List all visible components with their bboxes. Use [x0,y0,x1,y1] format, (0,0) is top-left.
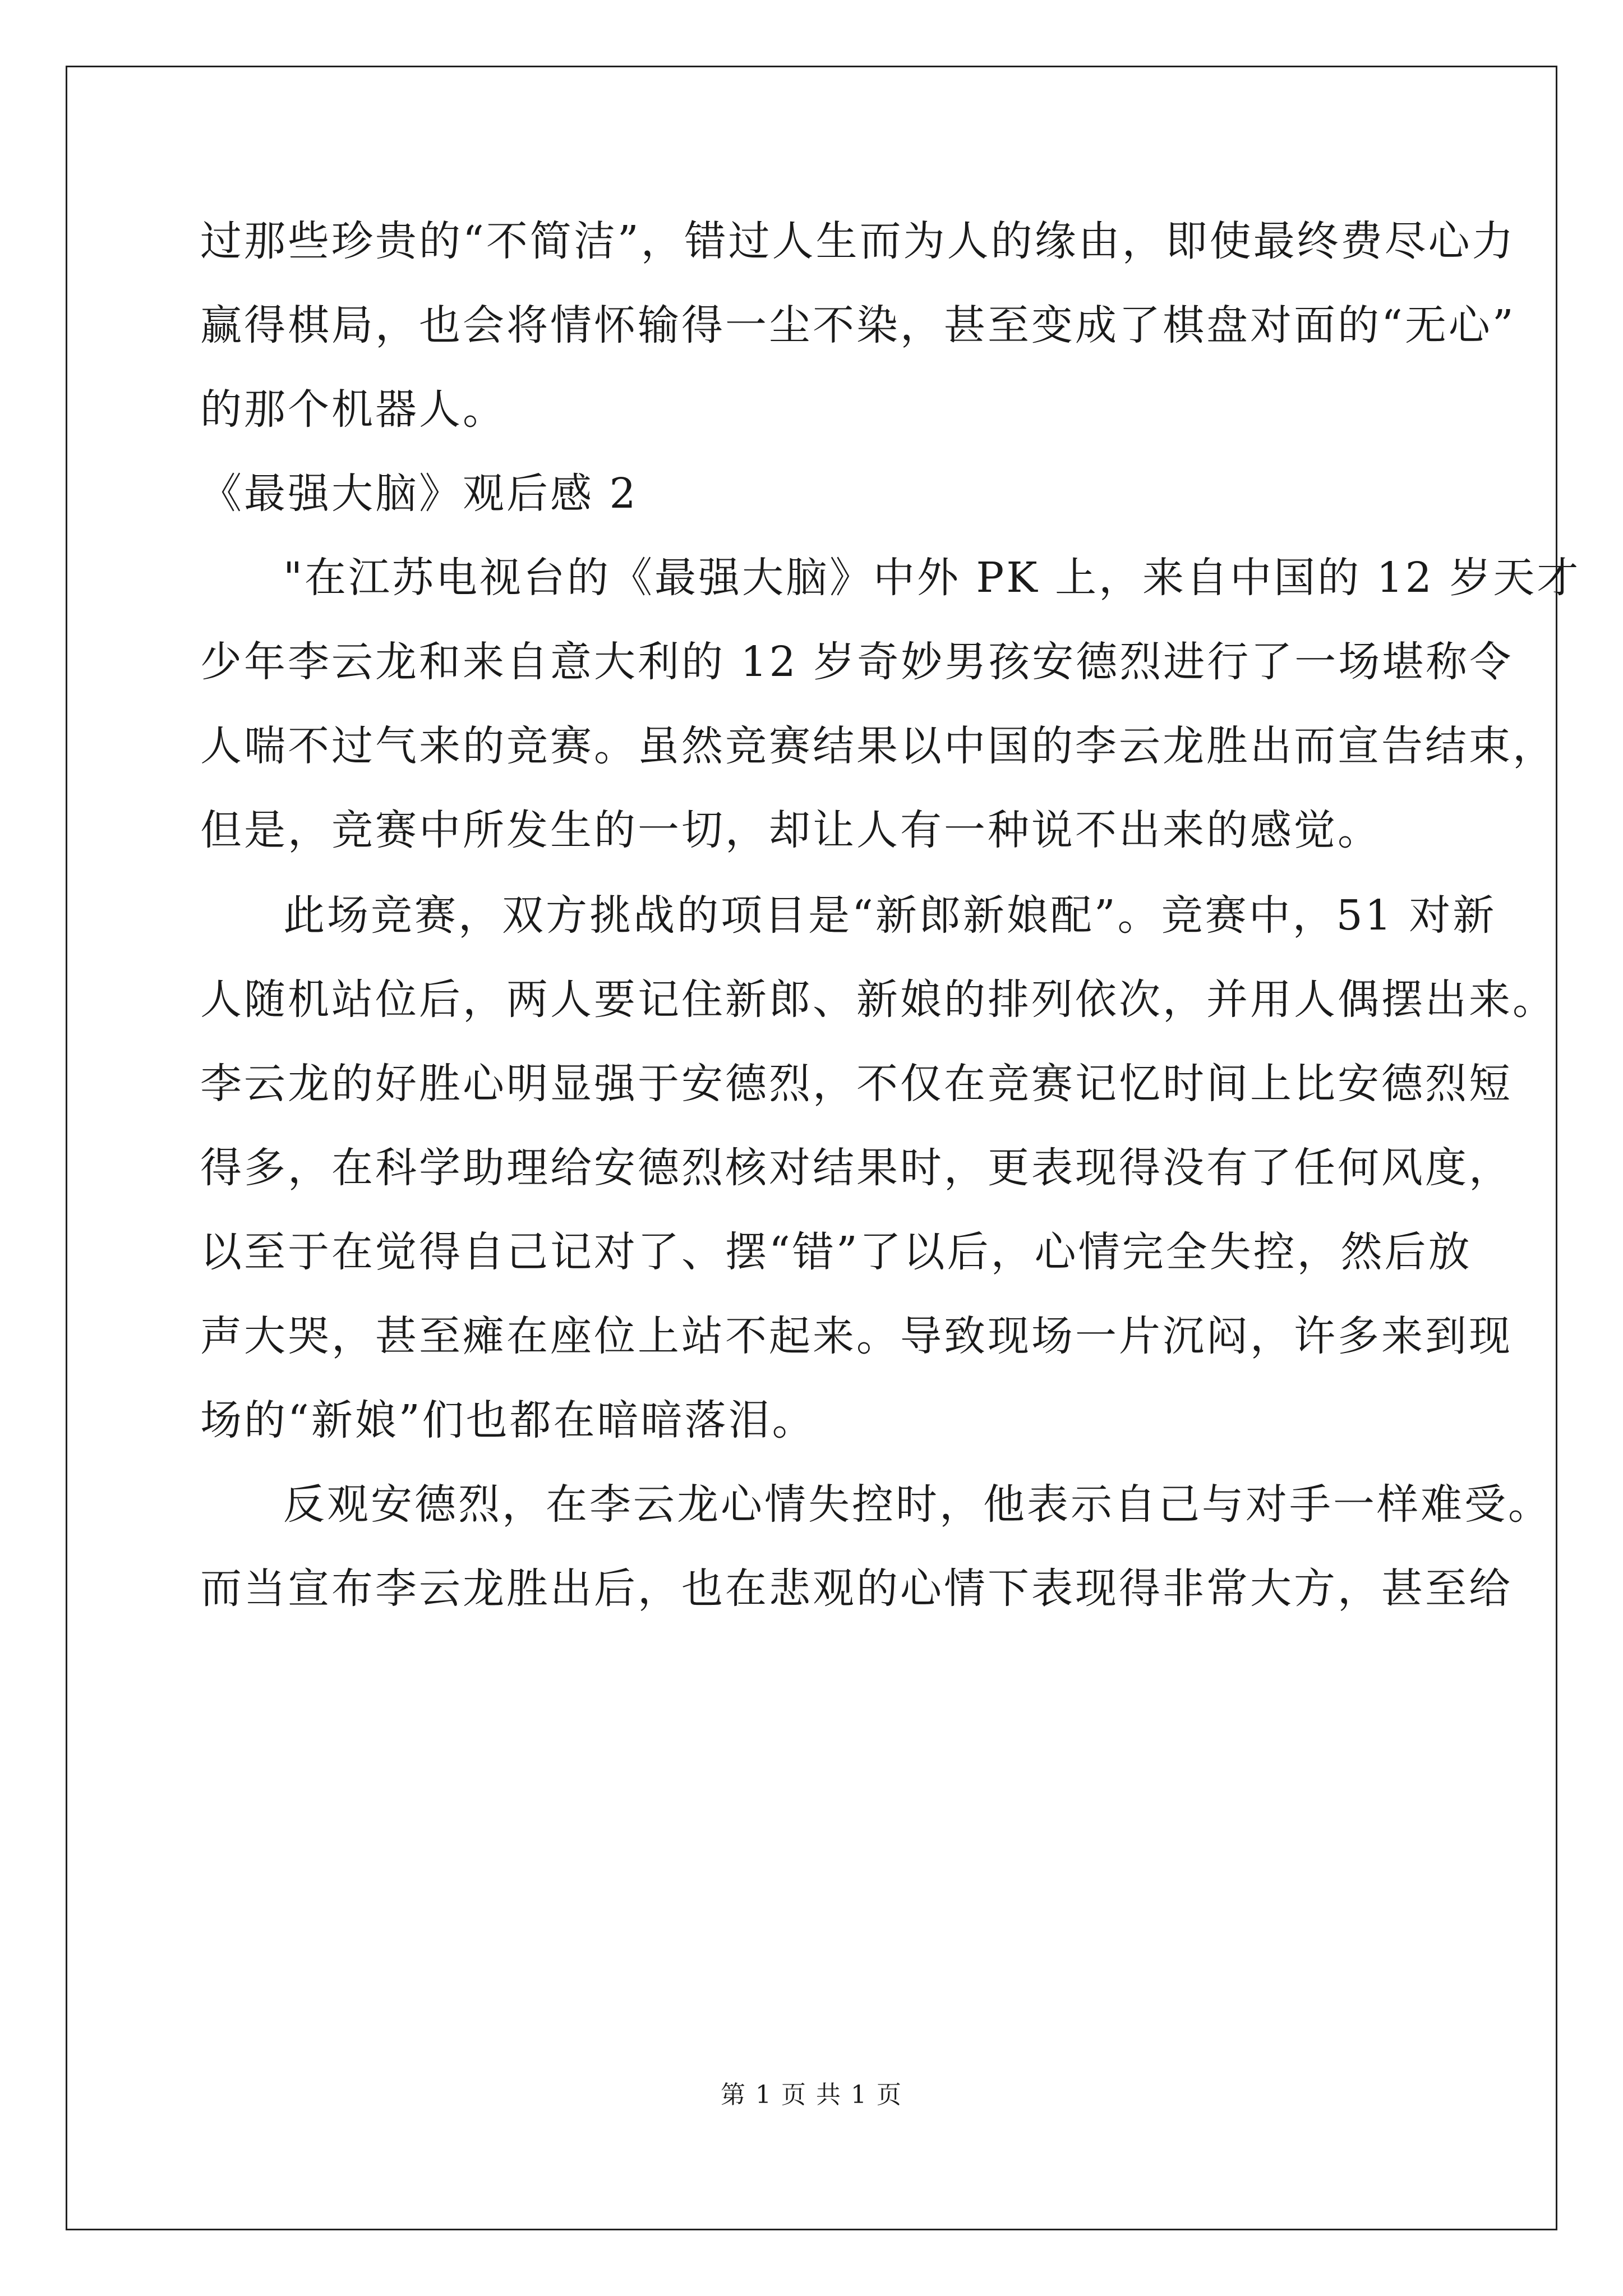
text-line: 少年李云龙和来自意大利的 12 岁奇妙男孩安德烈进行了一场堪称令 [200,638,1514,686]
page-number-footer: 第 1 页 共 1 页 [721,2081,902,2109]
text-line: 场的“新娘”们也都在暗暗落泪。 [200,1396,816,1444]
text-line: 但是，竞赛中所发生的一切，却让人有一种说不出来的感觉。 [200,806,1381,854]
section-heading: 《最强大脑》观后感 2 [200,470,638,518]
text-line: 李云龙的好胜心明显强于安德烈，不仅在竞赛记忆时间上比安德烈短 [200,1060,1513,1108]
text-line: 人喘不过气来的竞赛。虽然竞赛结果以中国的李云龙胜出而宣告结束， [200,722,1556,770]
text-line: 赢得棋局，也会将情怀输得一尘不染，甚至变成了棋盘对面的“无心” [200,301,1516,349]
text-line: 人随机站位后，两人要记住新郎、新娘的排列依次，并用人偶摆出来。 [200,976,1556,1024]
text-line: 过那些珍贵的“不简洁”，错过人生而为人的缘由，即使最终费尽心力 [200,217,1516,265]
text-line: 以至于在觉得自己记对了、摆“错”了以后，心情完全失控，然后放 [200,1228,1472,1276]
text-line: 而当宣布李云龙胜出后，也在悲观的心情下表现得非常大方，甚至给 [200,1565,1513,1613]
text-line: 得多，在科学助理给安德烈核对结果时，更表现得没有了任何风度， [200,1144,1513,1192]
text-line: 的那个机器人。 [200,385,506,434]
text-line: 声大哭，甚至瘫在座位上站不起来。导致现场一片沉闷，许多来到现 [200,1312,1513,1360]
paragraph-first-line: "在江苏电视台的《最强大脑》中外 PK 上，来自中国的 12 岁天才 [283,554,1581,602]
paragraph-first-line: 反观安德烈，在李云龙心情失控时，他表示自己与对手一样难受。 [283,1480,1552,1529]
paragraph-first-line: 此场竞赛，双方挑战的项目是“新郎新娘配”。竞赛中，51 对新 [283,891,1497,940]
